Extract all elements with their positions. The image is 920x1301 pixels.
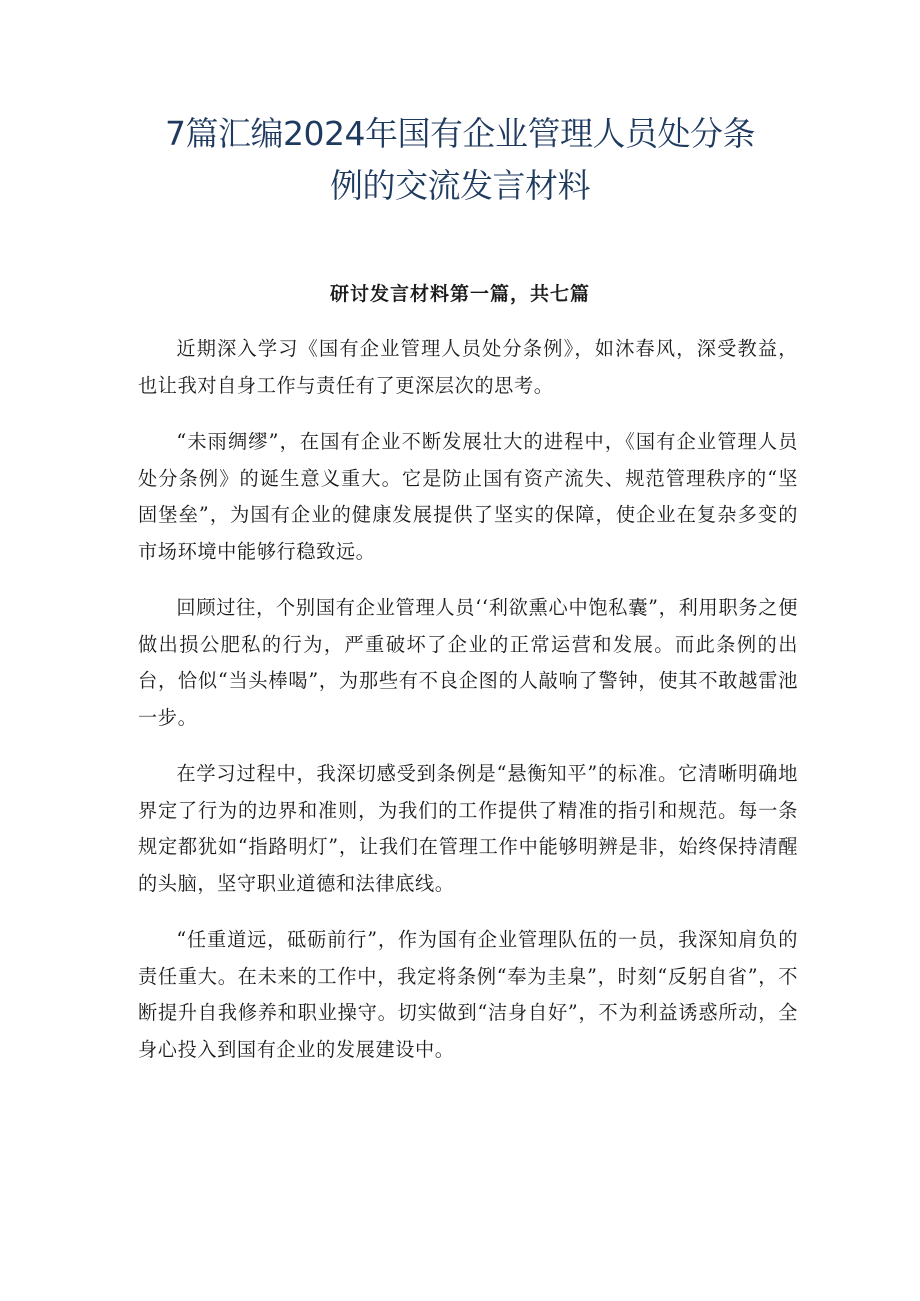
paragraph-5: “任重道远，砥砺前行”，作为国有企业管理队伍的一员，我深知肩负的责任重大。在未来的工作中，我定将条例“奉为圭臬”，时刻“反躬自省”，不断提升自我修养和职业操守。切实做到“洁身自好”，不为利益诱惑所动，全身心投入到国有企业的发展建设中。 (138, 928, 798, 1061)
paragraph-4: 在学习过程中，我深切感受到条例是“悬衡知平”的标准。它清晰明确地界定了行为的边界和准则，为我们的工作提供了精准的指引和规范。每一条规定都犹如“指路明灯”，让我们在管理工作中能够明辨是非，始终保持清醒的头脑，坚守职业道德和法律底线。 (138, 762, 798, 895)
title-line-2: 例的交流发言材料 (330, 166, 590, 205)
paragraph-2: “未雨绸缪”，在国有企业不断发展壮大的进程中，《国有企业管理人员处分条例》的诞生意义重大。它是防止国有资产流失、规范管理秩序的“坚固堡垒”，为国有企业的健康发展提供了坚实的保障，使企业在复杂多变的市场环境中能够行稳致远。 (138, 430, 798, 563)
document-body (138, 331, 798, 1088)
section-subtitle: 研讨发言材料第一篇，共七篇 (329, 283, 590, 305)
document-title (150, 108, 770, 212)
title-line-1: 7篇汇编2024年国有企业管理人员处分条 (165, 114, 755, 153)
paragraph-3: 回顾过往，个别国有企业管理人员‘‘利欲熏心中饱私囊”，利用职务之便做出损公肥私的行为，严重破坏了企业的正常运营和发展。而此条例的出台，恰似“当头棒喝”，为那些有不良企图的人敲响了警钟，使其不敢越雷池一步。 (138, 596, 798, 729)
paragraph-1: 近期深入学习《国有企业管理人员处分条例》，如沐春风，深受教益，也让我对自身工作与责任有了更深层次的思考。 (138, 337, 798, 397)
